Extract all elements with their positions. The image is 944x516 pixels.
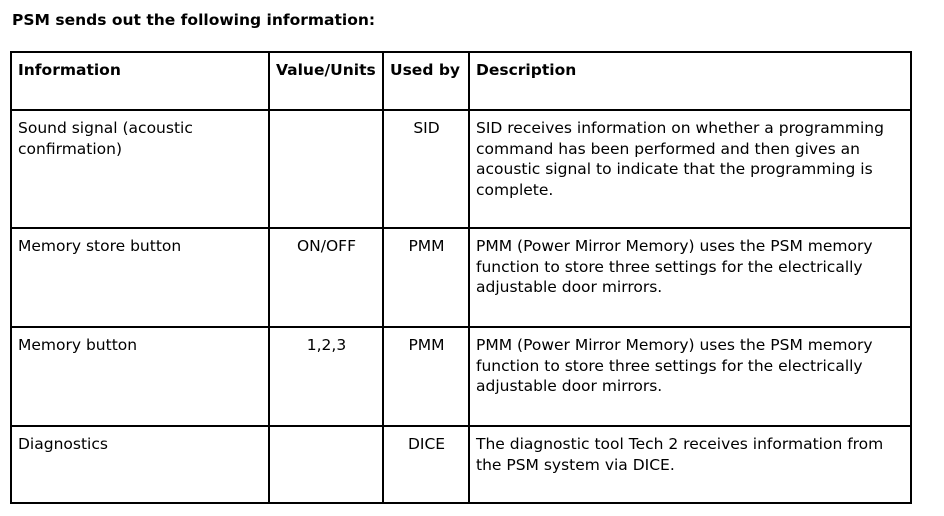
header-value-units: Value/Units bbox=[269, 52, 383, 110]
table-row bbox=[11, 327, 911, 426]
page-heading: PSM sends out the following information: bbox=[12, 11, 376, 29]
cell-used-by: PMM bbox=[383, 327, 469, 426]
cell-information: Sound signal (acoustic confirmation) bbox=[11, 110, 269, 228]
cell-value-units bbox=[269, 426, 383, 503]
cell-used-by: PMM bbox=[383, 228, 469, 327]
cell-value-units: ON/OFF bbox=[269, 228, 383, 327]
cell-description: PMM (Power Mirror Memory) uses the PSM memory function to store three settings for the electrically adjustable door mirrors. bbox=[469, 228, 911, 327]
cell-value-units bbox=[269, 110, 383, 228]
cell-description: SID receives information on whether a programming command has been performed and then gives an acoustic signal to indicate that the programming is complete. bbox=[469, 110, 911, 228]
cell-used-by: DICE bbox=[383, 426, 469, 503]
information-table bbox=[10, 51, 912, 504]
header-description: Description bbox=[469, 52, 911, 110]
cell-value-units: 1,2,3 bbox=[269, 327, 383, 426]
header-information: Information bbox=[11, 52, 269, 110]
table-row bbox=[11, 110, 911, 228]
cell-description: PMM (Power Mirror Memory) uses the PSM memory function to store three settings for the electrically adjustable door mirrors. bbox=[469, 327, 911, 426]
table-row bbox=[11, 426, 911, 503]
cell-used-by: SID bbox=[383, 110, 469, 228]
cell-information: Memory button bbox=[11, 327, 269, 426]
cell-information: Memory store button bbox=[11, 228, 269, 327]
table-header-row bbox=[11, 52, 911, 110]
table-row bbox=[11, 228, 911, 327]
cell-information: Diagnostics bbox=[11, 426, 269, 503]
cell-description: The diagnostic tool Tech 2 receives information from the PSM system via DICE. bbox=[469, 426, 911, 503]
header-used-by: Used by bbox=[383, 52, 469, 110]
